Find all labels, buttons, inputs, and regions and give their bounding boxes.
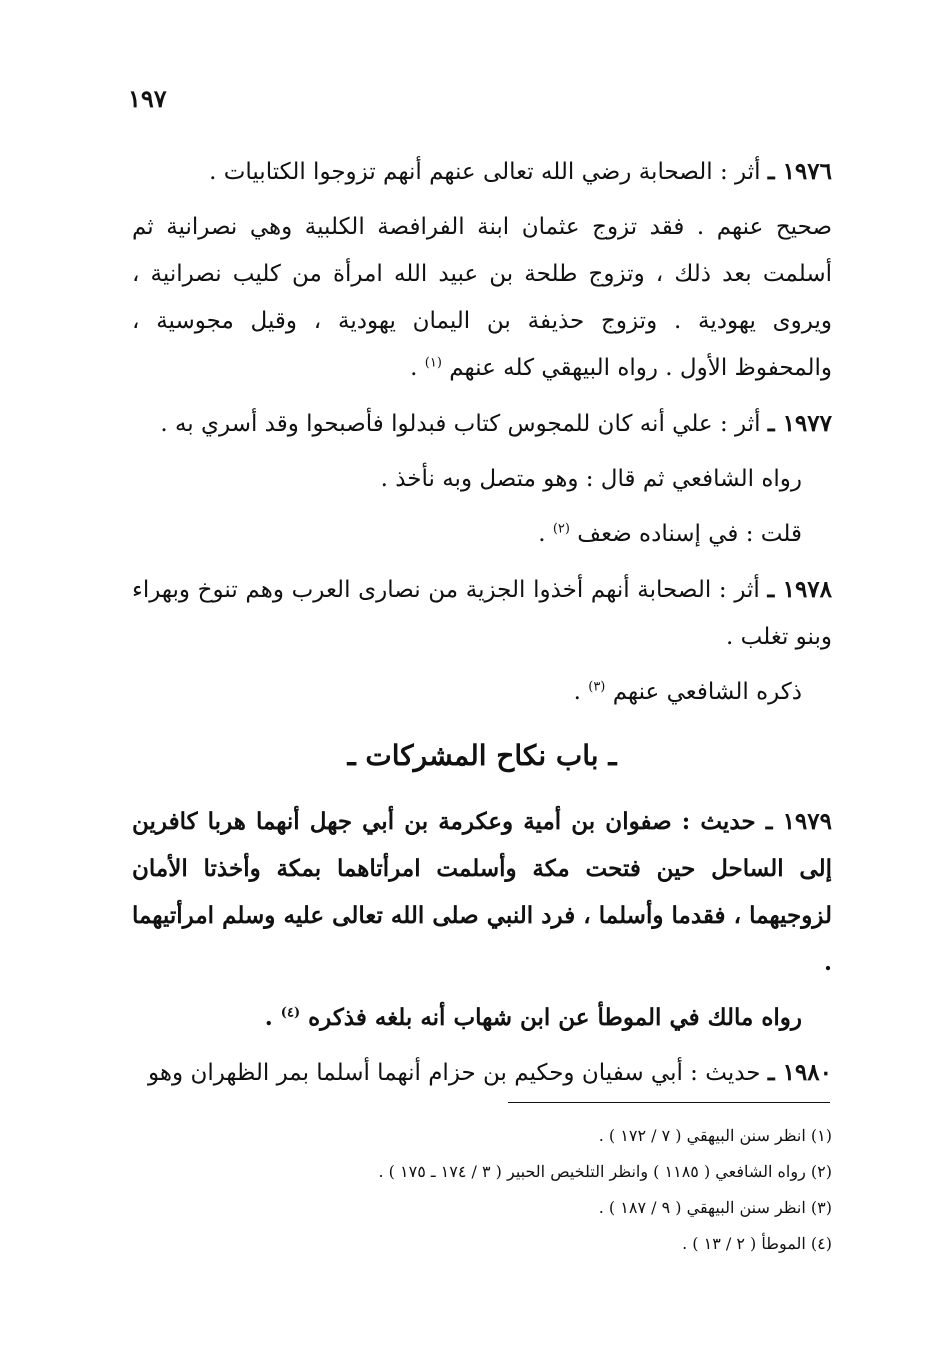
footnote-ref: (٢): [552, 521, 570, 537]
page-number: ١٩٧: [128, 84, 167, 113]
footnote-4: (٤) الموطأ ( ٢ / ١٣ ) .: [682, 1234, 832, 1253]
entry-title: حديث : أبي سفيان وحكيم بن حزام أنهما أسلما بمر الظهران وهو: [148, 1060, 768, 1086]
entry-number: ١٩٧٩ ـ: [765, 808, 832, 835]
footnote-3: (٣) انظر سنن البيهقي ( ٩ / ١٨٧ ) .: [598, 1198, 832, 1217]
commentary-text: صحيح عنهم . فقد تزوج عثمان ابنة الفرافصة الكلبية وهي نصرانية ثم أسلمت بعد ذلك ، وتزوج طلحة بن عبيد الله امرأة من كليب نصرانية ، ويروى يهودية . وتزوج حذيفة بن اليمان يهودية ، وقيل مجوسية ، والمحفوظ الأول . رواه البيهقي كله عنهم: [132, 214, 832, 381]
entry-1977: [132, 400, 832, 448]
footnote-ref: (٤): [280, 1005, 301, 1021]
entry-1978-commentary: [132, 669, 832, 716]
entry-title: أثر : الصحابة رضي الله تعالى عنهم أنهم تزوجوا الكتابيات .: [209, 159, 768, 185]
page-body: [132, 148, 832, 1105]
entry-1979-commentary: [132, 994, 832, 1041]
entry-1979: [132, 798, 832, 986]
entry-title: أثر : الصحابة أنهم أخذوا الجزية من نصارى العرب وهم تنوخ وبهراء وبنو تغلب .: [132, 577, 832, 650]
footnote-1: (١) انظر سنن البيهقي ( ٧ / ١٧٢ ) .: [598, 1126, 832, 1145]
footnote-2: (٢) رواه الشافعي ( ١١٨٥ ) وانظر التلخيص الحبير ( ٣ / ١٧٤ ـ ١٧٥ ) .: [378, 1162, 832, 1181]
entry-number: ١٩٧٧ ـ: [767, 410, 832, 437]
period: .: [573, 679, 589, 705]
commentary-text: رواه الشافعي ثم قال : وهو متصل وبه نأخذ .: [380, 466, 802, 492]
note-text: قلت : في إسناده ضعف: [577, 521, 802, 547]
footnote-divider: [508, 1102, 830, 1103]
entry-1976: [132, 148, 832, 196]
footnote-ref: (١): [424, 355, 442, 371]
entry-number: ١٩٨٠ ـ: [767, 1059, 832, 1086]
period: .: [264, 1004, 281, 1031]
entry-1976-commentary: [132, 204, 832, 392]
entry-1977-note: [132, 511, 832, 558]
entry-1980: [132, 1049, 832, 1097]
entry-number: ١٩٧٨ ـ: [767, 576, 833, 603]
entry-1978: [132, 566, 832, 661]
entry-1977-commentary: [132, 456, 832, 503]
entry-title: أثر : علي أنه كان للمجوس كتاب فبدلوا فأصبحوا وقد أسري به .: [160, 411, 768, 437]
footnote-ref: (٣): [588, 679, 606, 695]
chapter-heading: ـ باب نكاح المشركات ـ: [347, 739, 617, 772]
commentary-text: رواه مالك في الموطأ عن ابن شهاب أنه بلغه فذكره: [308, 1004, 802, 1031]
commentary-text: ذكره الشافعي عنهم: [612, 679, 802, 705]
entry-number: ١٩٧٦ ـ: [767, 158, 832, 185]
entry-title: حديث : صفوان بن أمية وعكرمة بن أبي جهل أنهما هربا كافرين إلى الساحل حين فتحت مكة وأسلمت امرأتاهما بمكة وأخذتا الأمان لزوجيهما ، فقدما وأسلما ، فرد النبي صلى الله تعالى عليه وسلم امرأتيهما .: [132, 808, 832, 976]
period: .: [410, 355, 425, 381]
period: .: [538, 521, 553, 547]
footnotes: [132, 1118, 832, 1262]
